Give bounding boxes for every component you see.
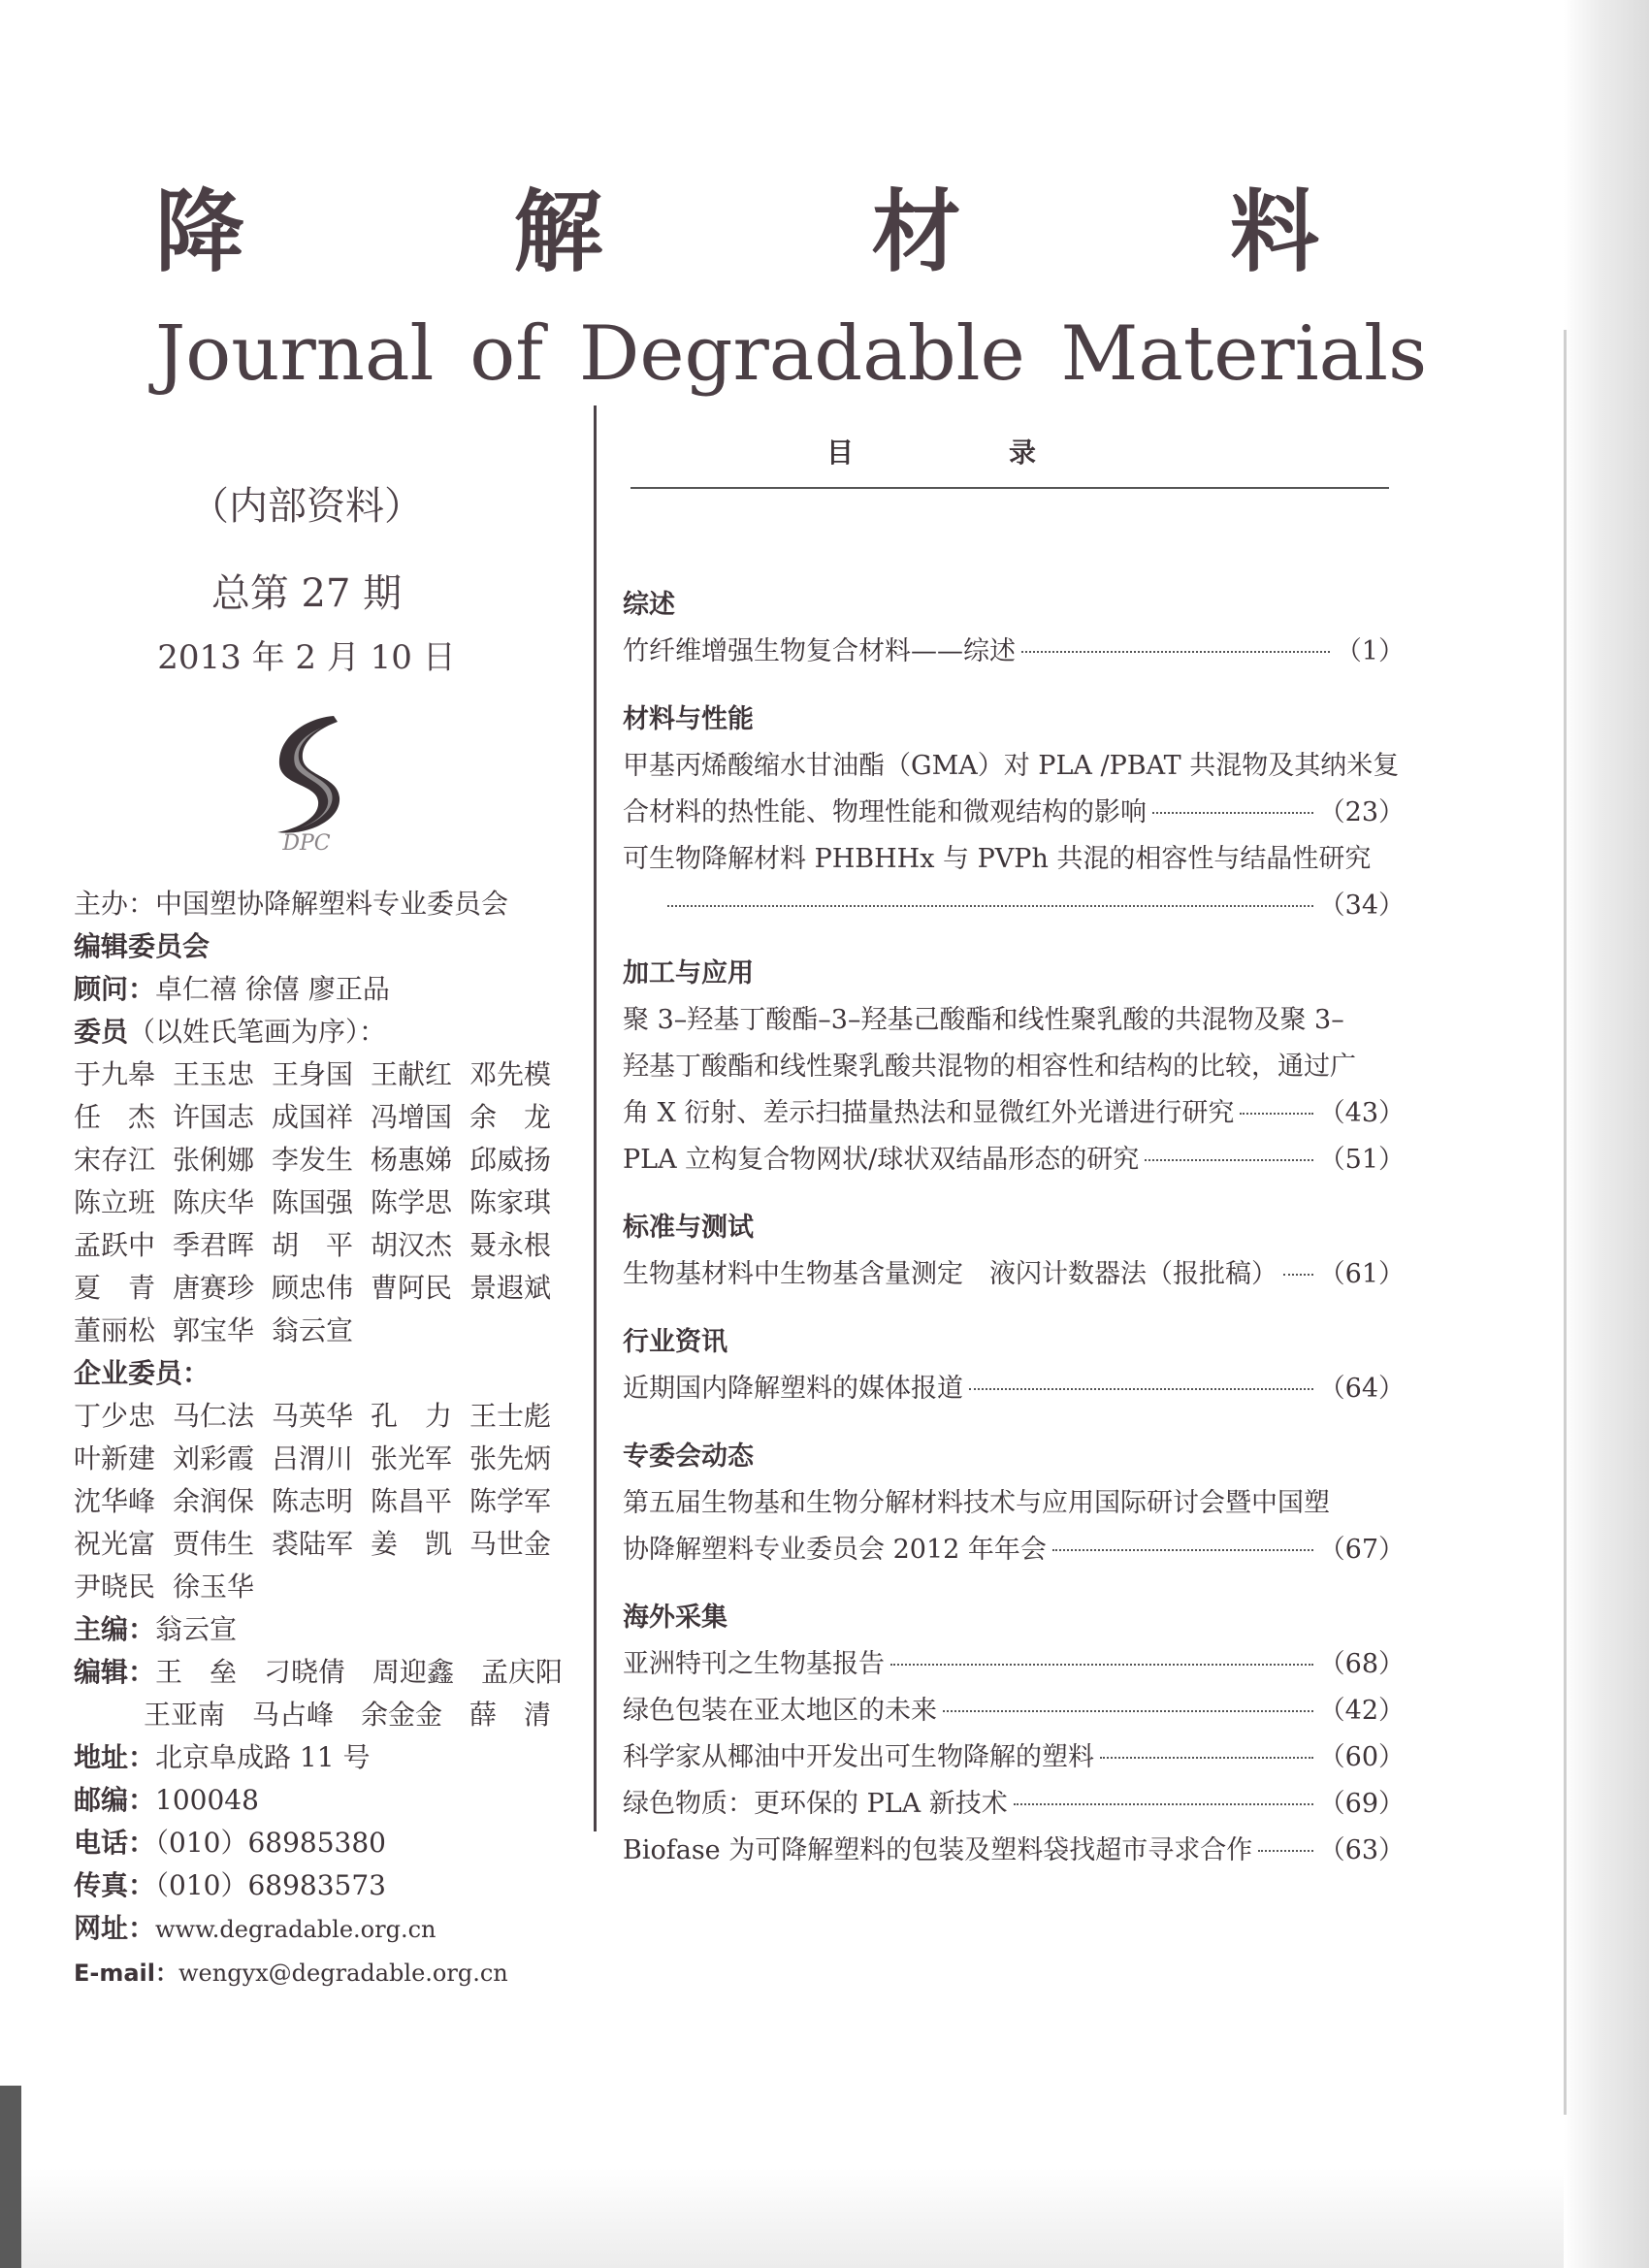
member-name: 郭宝华 [173,1314,255,1346]
toc-page-number: （43） [1318,1098,1405,1128]
postcode-label: 邮编： [74,1784,156,1816]
toc-section-title: 行业资讯 [623,1327,728,1357]
toc-dot-leader [1258,1850,1312,1852]
editors-line2: 王亚南 马占峰 余金金 薛 清 [144,1699,552,1731]
enterprise-member-name: 陈志明 [272,1485,354,1517]
toc-entry-text: 绿色物质：更环保的 PLA 新技术 [623,1789,1008,1819]
member-name: 胡 平 [272,1229,354,1261]
toc-entry[interactable] [623,1781,1405,1828]
board-title: 编辑委员会 [74,930,210,962]
toc-page-number: （63） [1318,1835,1405,1865]
toc-dot-leader [1052,1549,1313,1551]
member-name: 翁云宣 [272,1314,354,1346]
toc-entry[interactable] [623,1688,1405,1734]
toc-heading: 目录 [825,437,1191,469]
title-char: 解 [513,180,603,284]
toc-entry[interactable] [623,997,1405,1137]
enterprise-member-name: 叶新建 [74,1442,156,1474]
toc-entry-text: 生物基材料中生物基含量测定 液闪计数器法（报批稿） [623,1259,1277,1289]
enterprise-member-name: 沈华峰 [74,1485,156,1517]
enterprise-member-name: 余润保 [173,1485,255,1517]
toc-entry-text: Biofase 为可降解塑料的包装及塑料袋找超市寻求合作 [623,1835,1253,1865]
toc-section-title: 标准与测试 [623,1213,754,1243]
member-name: 董丽松 [74,1314,156,1346]
editors-label: 编辑： [74,1656,156,1688]
enterprise-member-name: 祝光富 [74,1528,156,1560]
member-name: 孟跃中 [74,1229,156,1261]
members-row [74,1011,598,1053]
enterprise-member-name: 陈学军 [469,1485,552,1517]
enterprise-member-name: 吕渭川 [272,1442,354,1474]
title-char: 降 [155,180,245,284]
title-char: 料 [1229,180,1319,284]
toc-entry-text: 可生物降解材料 PHBHHx 与 PVPh 共混的相容性与结晶性研究 [623,844,1372,874]
toc-entry[interactable] [623,1734,1405,1781]
enterprise-member-name: 裘陆军 [272,1528,354,1560]
member-name: 陈家琪 [469,1186,552,1218]
email-link[interactable]: wengyx@degradable.org.cn [178,1960,508,1987]
toc-dot-leader [1145,1159,1312,1161]
member-name: 夏 青 [74,1272,156,1304]
enterprise-member-name: 姜 凯 [371,1528,453,1560]
title-char: 材 [871,180,961,284]
toc-page-number: （51） [1318,1145,1405,1175]
toc-dot-leader [1100,1757,1313,1759]
advisor-value: 卓仁禧 徐僖 廖正品 [155,973,390,1005]
enterprise-member-name: 陈昌平 [371,1485,453,1517]
member-name: 王献红 [371,1058,453,1090]
advisor-label: 顾问： [74,973,156,1005]
member-name: 宋存江 [74,1144,156,1176]
toc-entry-line [623,1688,1405,1734]
website-row [74,1907,598,1951]
member-name: 许国志 [173,1101,255,1133]
toc-entry[interactable] [623,743,1405,836]
toc-entry-text: 第五届生物基和生物分解材料技术与应用国际研讨会暨中国塑 [623,1488,1330,1518]
table-of-contents [623,582,1405,1874]
fax-value: （010）68983573 [155,1869,386,1901]
member-name: 胡汉杰 [371,1229,453,1261]
enterprise-member-name: 贾伟生 [173,1528,255,1560]
toc-entry-line [623,1090,1405,1137]
member-name: 陈国强 [272,1186,354,1218]
toc-entry-line [623,1137,1405,1183]
toc-entry-line [623,1641,1405,1688]
toc-page-number: （23） [1318,797,1405,827]
members-note: （以姓氏笔画为序）： [128,1016,387,1048]
toc-dot-leader [1152,812,1313,814]
toc-section-title: 专委会动态 [623,1442,754,1472]
enterprise-member-name: 张光军 [371,1442,453,1474]
toc-entry[interactable] [623,836,1405,929]
phone-row [74,1822,598,1864]
toc-entry-text: 竹纤维增强生物复合材料——综述 [623,636,1016,666]
masthead-info [74,883,598,1994]
toc-entry[interactable] [623,629,1405,675]
member-name: 冯增国 [371,1101,453,1133]
toc-dot-leader [1021,651,1330,653]
toc-page-number: （67） [1318,1535,1405,1565]
dpc-logo-icon [248,708,365,854]
toc-entry-text: 甲基丙烯酸缩水甘油酯（GMA）对 PLA /PBAT 共混物及其纳米复 [623,751,1400,781]
member-name: 杨惠娣 [371,1144,453,1176]
enterprise-member-name: 刘彩霞 [173,1442,255,1474]
toc-dot-leader [890,1664,1313,1666]
chief-label: 主编： [74,1613,156,1645]
member-name: 陈庆华 [173,1186,255,1218]
member-name: 唐赛珍 [173,1272,255,1304]
address-label: 地址： [74,1741,156,1773]
toc-entry-text: 绿色包装在亚太地区的未来 [623,1696,937,1726]
chief-editor-row [74,1608,598,1651]
toc-entry-text: 协降解塑料专业委员会 2012 年年会 [623,1535,1047,1565]
logo-text: DPC [282,831,331,854]
member-name: 王身国 [272,1058,354,1090]
website-label: 网址： [74,1912,156,1944]
member-name: 李发生 [272,1144,354,1176]
enterprise-member-name: 王士彪 [469,1400,552,1432]
member-name: 于九皋 [74,1058,156,1090]
member-name: 陈立班 [74,1186,156,1218]
address-value: 北京阜成路 11 号 [155,1741,371,1773]
postcode-row [74,1779,598,1822]
phone-value: （010）68985380 [155,1827,386,1859]
member-name: 张俐娜 [173,1144,255,1176]
enterprise-member-name: 尹晓民 [74,1571,156,1603]
editors-line1: 王 垒 刁晓倩 周迎鑫 孟庆阳 [155,1656,564,1688]
enterprise-member-name: 张先炳 [469,1442,552,1474]
toc-entry-text: 角 X 衍射、差示扫描量热法和显微红外光谱进行研究 [623,1098,1235,1128]
editors-block [74,1651,598,1736]
enterprise-member-name: 孔 力 [371,1400,453,1432]
toc-entry-text: PLA 立构复合物网状/球状双结晶形态的研究 [623,1145,1140,1175]
member-name: 王玉忠 [173,1058,255,1090]
toc-entry[interactable] [623,1641,1405,1688]
scan-shadow-right [1564,0,1649,2268]
enterprise-member-name: 马英华 [272,1400,354,1432]
email-label: E-mail： [74,1960,179,1987]
toc-entry-line [623,1828,1405,1874]
fax-row [74,1864,598,1907]
toc-page-number: （68） [1318,1649,1405,1679]
toc-page-number: （69） [1318,1789,1405,1819]
journal-title-cn [155,175,1319,291]
enterprise-member-name: 徐玉华 [173,1571,255,1603]
toc-entry-text: 羟基丁酸酯和线性聚乳酸共混物的相容性和结构的比较，通过广 [623,1052,1356,1082]
toc-entry-line [623,1734,1405,1781]
fax-label: 传真： [74,1869,156,1901]
member-name: 成国祥 [272,1101,354,1133]
toc-entry-line [623,629,1405,675]
toc-entry-text: 科学家从椰油中开发出可生物降解的塑料 [623,1742,1094,1772]
editors-row [74,1651,598,1694]
toc-entry[interactable] [623,1480,1405,1573]
toc-entry-line [623,1251,1405,1298]
address-row [74,1736,598,1779]
toc-dot-leader [1283,1274,1313,1276]
toc-page-number: （1） [1335,636,1405,666]
email-row [74,1951,598,1994]
toc-entry-text: 近期国内降解塑料的媒体报道 [623,1374,963,1404]
toc-entry[interactable] [623,1828,1405,1874]
advisor-row [74,968,598,1011]
enterprise-member-name: 马世金 [469,1528,552,1560]
toc-entry[interactable] [623,1137,1405,1183]
toc-page-number: （42） [1318,1696,1405,1726]
member-name: 曹阿民 [371,1272,453,1304]
toc-page-number: （61） [1318,1259,1405,1289]
issue-number: 总第 27 期 [210,571,403,616]
member-name: 余 龙 [469,1101,552,1133]
toc-entry-line [623,1527,1405,1573]
toc-entry-text: 亚洲特刊之生物基报告 [623,1649,885,1679]
member-name: 顾忠伟 [272,1272,354,1304]
toc-entry-line [623,1366,1405,1412]
members-label: 委员 [74,1016,129,1048]
toc-section-title: 海外采集 [623,1603,728,1633]
toc-rule [630,487,1389,489]
scan-shadow-bottom [0,2168,1564,2268]
toc-entry-line [623,1781,1405,1828]
member-name: 任 杰 [74,1101,156,1133]
member-name: 季君晖 [173,1229,255,1261]
phone-label: 电话： [74,1827,156,1859]
internal-material-note: （内部资料） [190,484,423,529]
enterprise-label: 企业委员： [74,1357,210,1389]
toc-dot-leader [969,1388,1313,1390]
chief-value: 翁云宣 [155,1613,238,1645]
member-name: 陈学思 [371,1186,453,1218]
member-name: 景遐斌 [469,1272,552,1304]
toc-entry-line [623,883,1405,929]
website-link[interactable]: www.degradable.org.cn [155,1916,436,1943]
toc-section-title: 材料与性能 [623,704,754,734]
toc-entry-text: 聚 3–羟基丁酸酯–3–羟基己酸酯和线性聚乳酸的共混物及聚 3– [623,1005,1344,1035]
postcode-value: 100048 [155,1784,259,1816]
toc-page-number: （60） [1318,1742,1405,1772]
toc-entry-text: 合材料的热性能、物理性能和微观结构的影响 [623,797,1147,827]
host-row [74,883,598,925]
host-value: 中国塑协降解塑料专业委员会 [155,888,509,920]
toc-entry[interactable] [623,1251,1405,1298]
member-name: 邓先模 [469,1058,552,1090]
toc-dot-leader [667,905,1313,907]
toc-page-number: （64） [1318,1374,1405,1404]
enterprise-member-name: 丁少忠 [74,1400,156,1432]
enterprise-grid [74,1395,598,1608]
issue-date: 2013 年 2 月 10 日 [157,638,456,677]
enterprise-member-name: 马仁法 [173,1400,255,1432]
toc-section-title: 加工与应用 [623,958,754,988]
host-label: 主办： [74,888,156,920]
member-name: 聂永根 [469,1229,552,1261]
toc-entry[interactable] [623,1366,1405,1412]
toc-dot-leader [1014,1803,1313,1805]
toc-dot-leader [943,1710,1313,1712]
member-name: 邱威扬 [469,1144,552,1176]
toc-page-number: （34） [1318,891,1405,921]
scan-shadow-left [0,2086,21,2268]
members-grid [74,1053,598,1352]
scan-edge-line [1564,330,1567,2115]
toc-section-title: 综述 [623,590,675,620]
toc-entry-line [623,790,1405,836]
toc-dot-leader [1240,1113,1312,1115]
journal-title-en: Journal of Degradable Materials [155,310,1428,398]
